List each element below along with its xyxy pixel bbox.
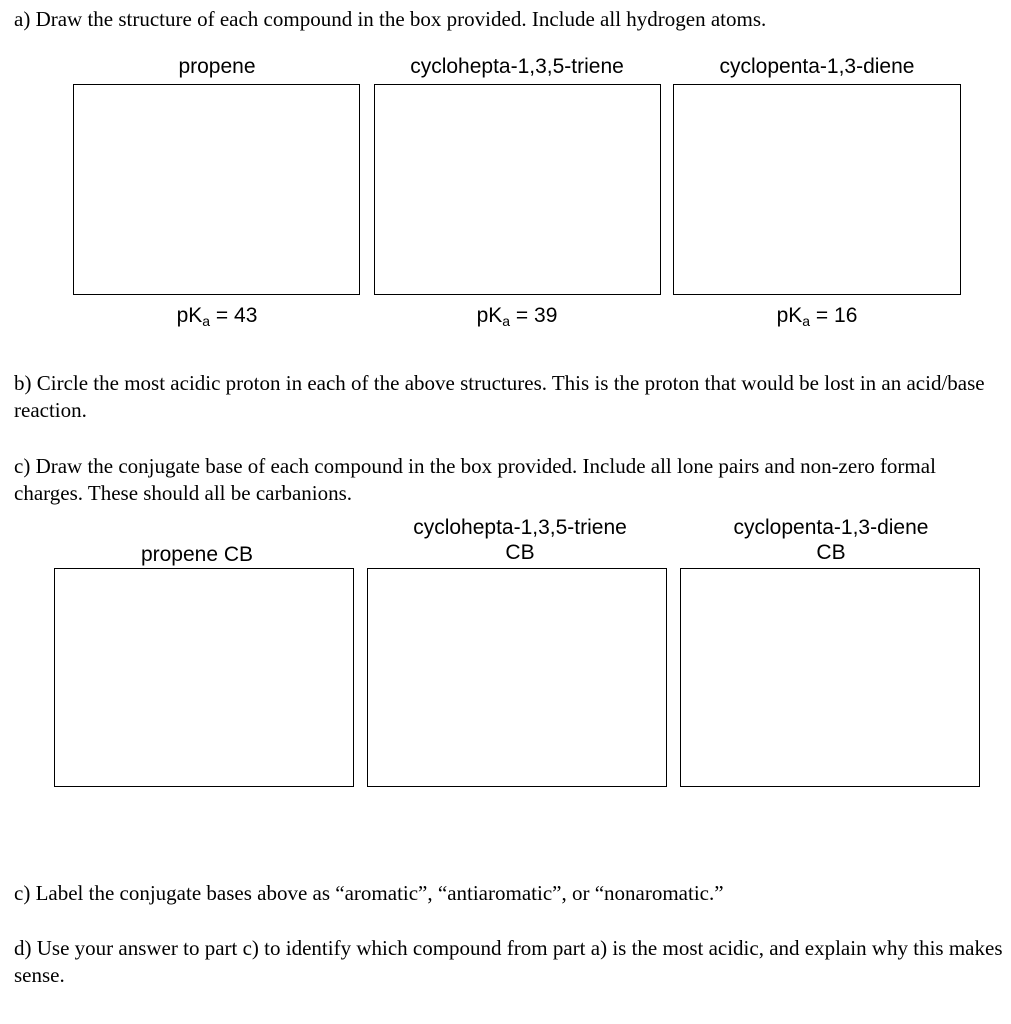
drawing-box-cyclopentadiene[interactable] <box>673 84 961 295</box>
drawing-box-propene[interactable] <box>73 84 360 295</box>
base-label-propene: propene CB <box>140 543 254 566</box>
compound-name-cyclopentadiene: cyclopenta-1,3-diene <box>719 55 915 78</box>
part-c-draw-prompt: c) Draw the conjugate base of each compound in the box provided. Include all lone pairs and non-zero formal charges. These should all be carbanions. <box>14 454 936 505</box>
pka-cycloheptatriene: $pK_a = 39$ <box>476 304 558 329</box>
base-label-cycloheptatriene: cyclohepta-1,3,5-triene CB <box>413 516 627 564</box>
part-b-prompt: b) Circle the most acidic proton in each of the above structures. This is the proton that would be lost in an acid/base reaction. <box>14 371 985 422</box>
drawing-box-propene-cb[interactable] <box>54 568 354 787</box>
part-d-prompt: d) Use your answer to part c) to identify which compound from part a) is the most acidic, and explain why this makes sense. <box>14 936 1003 987</box>
base-label-cyclopentadiene: cyclopenta-1,3-diene CB <box>733 516 929 564</box>
pka-cyclopentadiene: $pK_a = 16$ <box>776 304 858 329</box>
pka-propene: $pK_a = 43$ <box>176 304 258 329</box>
part-c-label-prompt: c) Label the conjugate bases above as “aromatic”, “antiaromatic”, or “nonaromatic.” <box>14 881 724 905</box>
part-a-prompt: a) Draw the structure of each compound in the box provided. Include all hydrogen atoms. <box>14 7 767 31</box>
drawing-box-cyclopentadiene-cb[interactable] <box>680 568 980 787</box>
drawing-box-cycloheptatriene-cb[interactable] <box>367 568 667 787</box>
compound-name-cycloheptatriene: cyclohepta-1,3,5-triene <box>410 55 624 78</box>
compound-name-propene: propene <box>178 55 256 78</box>
drawing-box-cycloheptatriene[interactable] <box>374 84 661 295</box>
